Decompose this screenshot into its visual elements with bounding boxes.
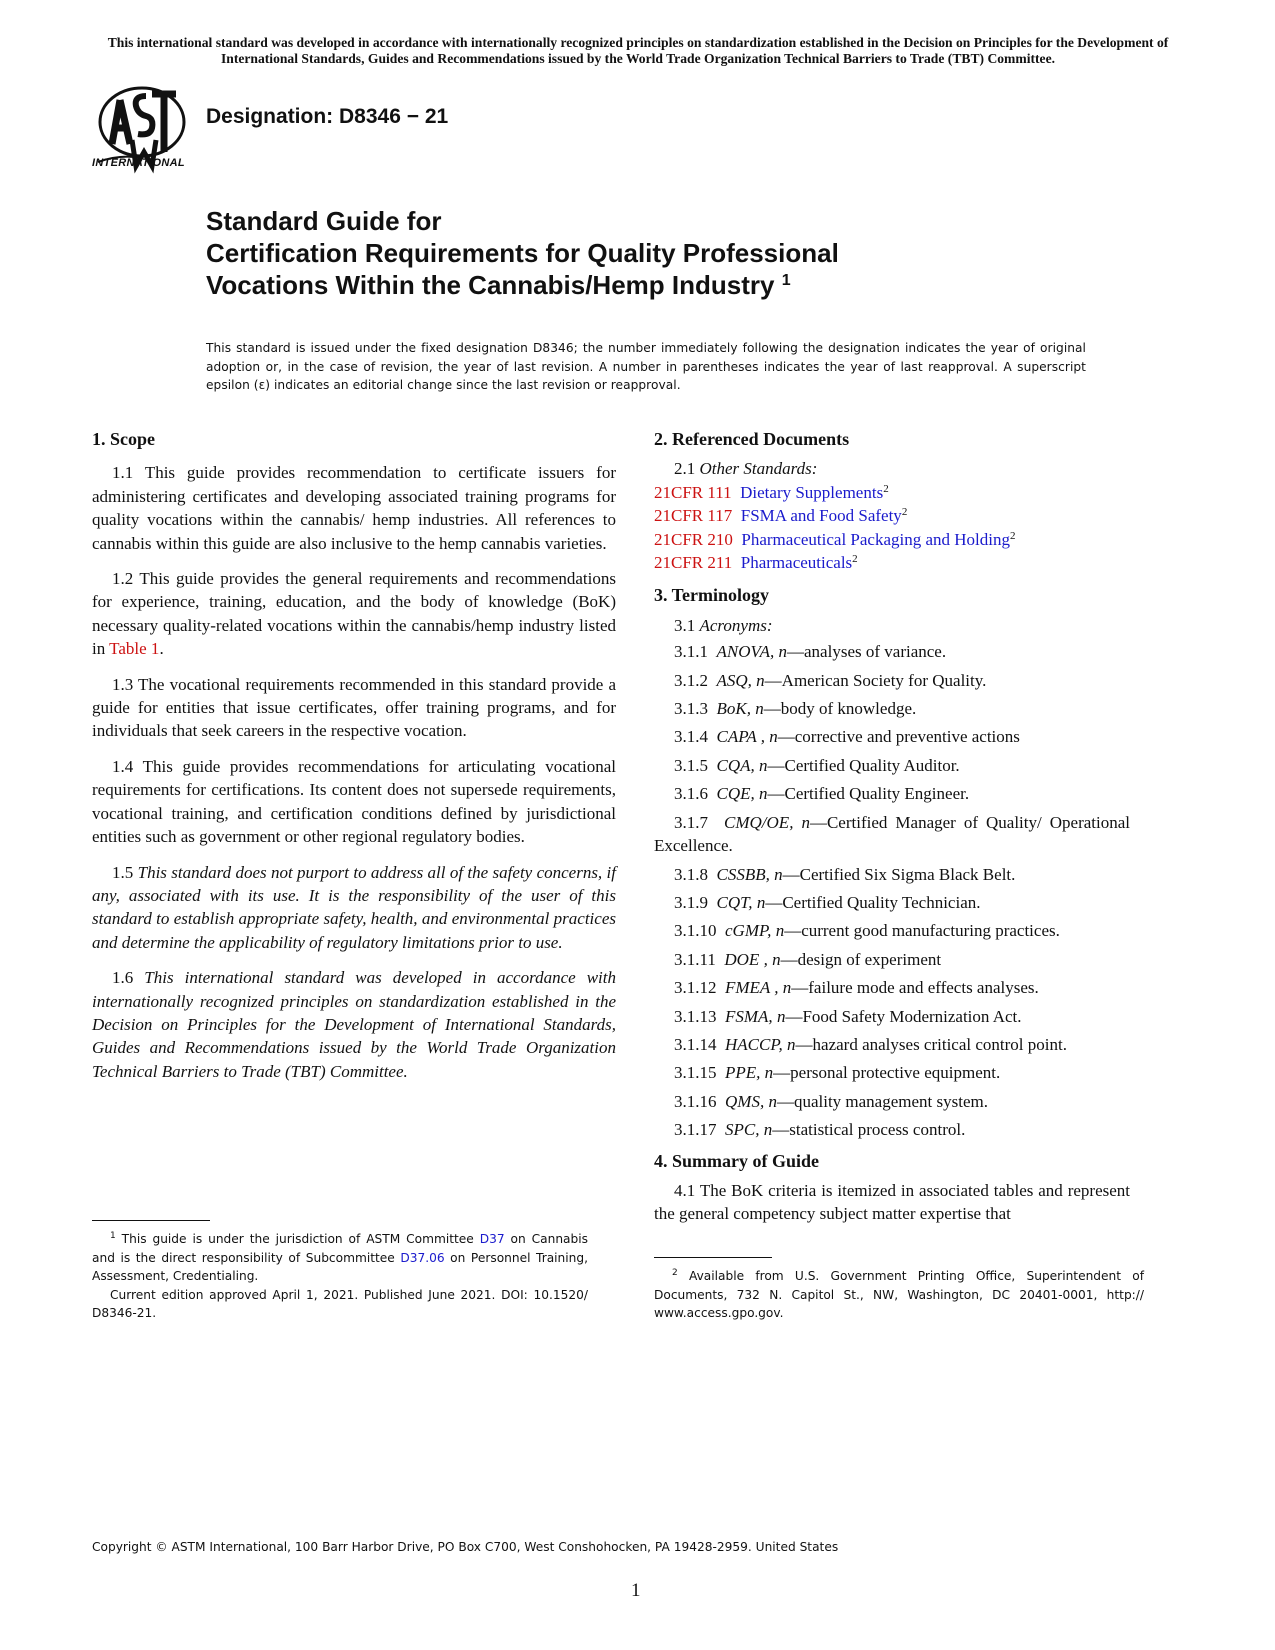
referenced-document-item — [654, 528, 1130, 551]
subcommittee-d37-06-link[interactable]: D37.06 — [400, 1250, 445, 1265]
document-title — [206, 205, 839, 301]
noun-marker: n — [774, 864, 783, 884]
acronym-term: QMS, — [725, 1091, 765, 1111]
noun-marker: n — [782, 978, 792, 998]
em-dash: — — [785, 1006, 803, 1026]
copyright-notice: Copyright © ASTM International, 100 Barr Harbor Drive, PO Box C700, West Conshohocken, PA 19428-2959. United States — [92, 1540, 839, 1554]
right-column — [654, 428, 1130, 1226]
cfr-title-link[interactable]: Pharmaceutical Packaging and Holding — [741, 529, 1011, 549]
acronym-definition: Certified Quality Engineer. — [784, 784, 970, 804]
em-dash: — — [773, 1063, 791, 1083]
acronym-term: BoK, — [716, 699, 751, 719]
acronym-term: PPE, — [725, 1063, 761, 1083]
cfr-title-link[interactable]: Dietary Supplements — [740, 482, 884, 502]
acronym-term: SPC, — [725, 1120, 760, 1140]
acronym-term: CQE, — [716, 784, 755, 804]
logo-text: INTERNATIONAL — [92, 157, 185, 169]
para-1-5-num: 1.5 — [112, 862, 138, 882]
wto-header-note: This international standard was developed in accordance with internationally recognized principles on standardization established in the Decision on Principles for the Development of International Standards, Guides and Recommendations issued by the World Trade Organization Technical Barriers to Trade (TBT) Committee. — [107, 35, 1169, 66]
cfr-code-link[interactable]: 21CFR 117 — [654, 506, 733, 526]
acronym-item — [654, 948, 1130, 971]
title-footnote-mark[interactable]: 1 — [781, 272, 791, 289]
acronym-number: 3.1.11 — [674, 949, 716, 969]
para-1-5-text: This standard does not purport to address all of the safety concerns, if any, associated with its use. It is the responsibility of the user of this standard to establish appropriate safety, health, and environmental practices and determine the applicability of regulatory limitations prior to use. — [92, 862, 616, 952]
acronym-definition: quality management system. — [793, 1091, 988, 1111]
acronym-number: 3.1.4 — [674, 727, 708, 747]
referenced-document-item — [654, 481, 1130, 504]
footnote-1-part-c: on Personnel Training, Assessment, Credentialing. — [92, 1250, 589, 1283]
footnote-2-ref[interactable]: 2 — [1010, 529, 1016, 542]
cfr-code-link[interactable]: 21CFR 210 — [654, 529, 733, 549]
em-dash: — — [784, 921, 802, 941]
acronym-number: 3.1.8 — [674, 864, 708, 884]
acronym-definition: Certified Six Sigma Black Belt. — [799, 864, 1016, 884]
em-dash: — — [764, 670, 782, 690]
acronym-item — [654, 1005, 1130, 1028]
ref-sub-label: Other Standards: — [699, 459, 818, 479]
acronym-definition: Certified Manager of Quality/ Operational Excellence. — [654, 812, 1130, 856]
acronym-item — [654, 697, 1130, 720]
acronym-item — [654, 863, 1130, 886]
section-4-heading: 4. Summary of Guide — [654, 1150, 820, 1171]
acronym-term: CQT, — [716, 892, 753, 912]
para-1-5 — [92, 861, 616, 955]
ref-sub-num: 2.1 — [674, 459, 700, 479]
footnote-1 — [92, 1230, 588, 1323]
acronym-term: CMQ/OE, — [724, 812, 794, 832]
acronym-item — [654, 919, 1130, 942]
ref-sub-heading — [654, 457, 1130, 480]
acronym-number: 3.1.6 — [674, 784, 708, 804]
noun-marker: n — [756, 892, 766, 912]
footnote-2-ref[interactable]: 2 — [901, 506, 908, 519]
footnote-1-part-a: This guide is under the jurisdiction of ASTM Committee — [115, 1232, 480, 1246]
em-dash: — — [765, 892, 783, 912]
footnote-2-mark: 2 — [672, 1268, 678, 1278]
acronym-number: 3.1.9 — [674, 892, 708, 912]
para-1-2-text: 1.2 This guide provides the general requirements and recommendations for experience, training, education, and the body of knowledge (BoK) necessary quality-related vocations within the cannabis/hemp industry listed in — [92, 569, 616, 659]
noun-marker: n — [769, 727, 778, 747]
title-line-3 — [206, 269, 839, 301]
para-1-4: 1.4 This guide provides recommendations for articulating vocational requirements for certifications. Its content does not supersede requirements, vocational training, and certification conditions defined by jurisdictional entities such as government or other regional regulatory bodies. — [92, 756, 616, 847]
noun-marker: n — [759, 755, 768, 775]
referenced-documents-list — [654, 481, 1130, 575]
para-1-2 — [92, 567, 616, 661]
section-3-heading: 3. Terminology — [654, 585, 770, 606]
cfr-title-link[interactable]: Pharmaceuticals — [740, 553, 853, 573]
noun-marker: n — [778, 642, 788, 662]
para-1-3: 1.3 The vocational requirements recommended in this standard provide a guide for entities that issue certificates, offer training programs, and for individuals that seek careers in the respective vocation. — [92, 674, 616, 741]
acronym-definition: personal protective equipment. — [790, 1063, 1001, 1083]
footnote-1-text — [92, 1230, 588, 1286]
em-dash: — — [772, 1120, 790, 1140]
acronym-definition: design of experiment — [797, 949, 942, 969]
term-sub-label: Acronyms: — [699, 615, 773, 635]
para-1-1: 1.1 This guide provides recommendation to certificate issuers for administering certificates and developing associated training programs for quality vocations within the cannabis/ hemp industries. All references to cannabis within this guide are also inclusive to the hemp cannabis varieties. — [92, 463, 616, 553]
acronym-definition: body of knowledge. — [780, 699, 917, 719]
noun-marker: n — [787, 1034, 796, 1054]
acronym-definition: statistical process control. — [789, 1120, 966, 1140]
footnote-2-ref[interactable]: 2 — [852, 553, 858, 566]
term-sub-num: 3.1 — [674, 615, 700, 635]
acronym-term: FMEA , — [725, 978, 779, 998]
em-dash: — — [763, 699, 781, 719]
page-number: 1 — [631, 1580, 641, 1601]
section-1-heading: 1. Scope — [92, 429, 155, 449]
acronym-number: 3.1.1 — [674, 642, 708, 662]
footnote-2-text: Available from U.S. Government Printing Office, Superintendent of Documents, 732 N. Capitol St., NW, Washington, DC 20401-0001, http:// www.access.gpo.gov. — [654, 1269, 1144, 1320]
acronym-term: DOE , — [724, 949, 768, 969]
acronym-number: 3.1.15 — [674, 1063, 717, 1083]
footnote-1-part-b: on Cannabis and is the direct responsibility of Subcommittee — [92, 1232, 588, 1265]
footnote-2 — [654, 1267, 1144, 1323]
acronym-term: ASQ, — [716, 670, 752, 690]
acronym-item — [654, 669, 1130, 692]
acronym-item — [654, 640, 1130, 663]
noun-marker: n — [776, 1006, 786, 1026]
title-line-1: Standard Guide for — [206, 206, 442, 236]
para-1-2-end: . — [159, 639, 164, 659]
designation: Designation: D8346 − 21 — [206, 105, 449, 128]
em-dash: — — [776, 1091, 794, 1111]
noun-marker: n — [775, 921, 785, 941]
issued-note: This standard is issued under the fixed designation D8346; the number immediately following the designation indicates the year of original adoption or, in the case of revision, the year of last revision. A number in parentheses indicates the year of last reapproval. A superscript epsilon (ε) indicates an editorial change since the last revision or reapproval. — [206, 341, 1086, 392]
acronym-number: 3.1.16 — [674, 1091, 717, 1111]
em-dash: — — [767, 784, 785, 804]
em-dash: — — [780, 949, 798, 969]
acronym-definition: analyses of variance. — [804, 642, 947, 662]
para-4-1: 4.1 The BoK criteria is itemized in associated tables and represent the general competency subject matter expertise that — [654, 1180, 1130, 1224]
acronym-definition: Certified Quality Technician. — [782, 892, 981, 912]
acronym-number: 3.1.17 — [674, 1120, 717, 1140]
para-1-6 — [92, 966, 616, 1083]
em-dash: — — [782, 864, 800, 884]
acronym-number: 3.1.14 — [674, 1034, 717, 1054]
acronym-number: 3.1.5 — [674, 755, 708, 775]
em-dash: — — [787, 642, 805, 662]
acronym-number: 3.1.3 — [674, 699, 708, 719]
acronym-term: FSMA, — [725, 1006, 773, 1026]
acronym-item — [654, 1090, 1130, 1113]
committee-d37-link[interactable]: D37 — [479, 1232, 505, 1246]
acronym-term: CSSBB, — [716, 864, 770, 884]
acronym-definition: failure mode and effects analyses. — [808, 978, 1039, 998]
acronym-definition: hazard analyses critical control point. — [812, 1034, 1067, 1054]
astm-logo — [90, 82, 195, 182]
acronym-item — [654, 725, 1130, 748]
para-1-6-num: 1.6 — [112, 968, 145, 988]
acronym-term: CQA, — [716, 755, 755, 775]
title-line-3-text: Vocations Within the Cannabis/Hemp Industry — [206, 270, 775, 300]
em-dash: — — [791, 978, 809, 998]
acronyms-list — [654, 640, 1130, 1141]
section-2-heading: 2. Referenced Documents — [654, 429, 850, 449]
footnote-1-edition: Current edition approved April 1, 2021. Published June 2021. DOI: 10.1520/ D8346-21. — [92, 1287, 588, 1320]
acronym-item — [654, 754, 1130, 777]
cfr-code-link[interactable]: 21CFR 211 — [654, 553, 733, 573]
cfr-title-link[interactable]: FSMA and Food Safety — [740, 506, 902, 526]
noun-marker: n — [755, 699, 764, 719]
noun-marker: n — [759, 784, 768, 804]
footnote-1-mark: 1 — [110, 1231, 116, 1241]
noun-marker: n — [768, 1091, 777, 1111]
acronym-definition: Certified Quality Auditor. — [784, 755, 960, 775]
footnote-2-ref[interactable]: 2 — [883, 482, 889, 495]
em-dash: — — [767, 755, 785, 775]
para-1-6-text: This international standard was developed in accordance with internationally recognized principles on standardization established in the Decision on Principles for the Development of International Standards, Guides and Recommendations issued by the World Trade Organization Technical Barriers to Trade (TBT) Committee. — [92, 968, 616, 1081]
noun-marker: n — [764, 1063, 774, 1083]
cfr-code-link[interactable]: 21CFR 111 — [654, 482, 732, 502]
acronym-item — [654, 1061, 1130, 1084]
noun-marker: n — [772, 949, 781, 969]
acronym-item — [654, 811, 1130, 858]
acronym-definition: Food Safety Modernization Act. — [802, 1006, 1022, 1026]
em-dash: — — [809, 812, 827, 832]
noun-marker: n — [756, 670, 765, 690]
noun-marker: n — [763, 1120, 773, 1140]
acronym-term: HACCP, — [725, 1034, 783, 1054]
footnote-rule-left — [92, 1220, 210, 1221]
acronym-term: CAPA , — [716, 727, 765, 747]
acronym-number: 3.1.2 — [674, 670, 708, 690]
acronym-item — [654, 1033, 1130, 1056]
table-1-link[interactable]: Table 1 — [109, 639, 160, 659]
acronym-number: 3.1.7 — [674, 812, 708, 832]
acronym-definition: corrective and preventive actions — [794, 727, 1020, 747]
acronym-number: 3.1.10 — [674, 921, 717, 941]
footnote-rule-right — [654, 1257, 772, 1258]
em-dash: — — [795, 1034, 813, 1054]
em-dash: — — [777, 727, 795, 747]
acronym-definition: American Society for Quality. — [781, 670, 987, 690]
title-line-2: Certification Requirements for Quality Professional — [206, 238, 839, 268]
acronym-definition: current good manufacturing practices. — [801, 921, 1060, 941]
term-sub-heading — [654, 614, 1130, 637]
acronym-term: cGMP, — [725, 921, 772, 941]
noun-marker: n — [801, 812, 810, 832]
acronym-item — [654, 891, 1130, 914]
acronym-item — [654, 1118, 1130, 1141]
referenced-document-item — [654, 551, 1130, 574]
acronym-number: 3.1.13 — [674, 1006, 717, 1026]
acronym-term: ANOVA, — [716, 642, 775, 662]
acronym-item — [654, 976, 1130, 999]
acronym-item — [654, 782, 1130, 805]
left-column — [92, 428, 616, 1083]
acronym-number: 3.1.12 — [674, 978, 717, 998]
referenced-document-item — [654, 504, 1130, 527]
